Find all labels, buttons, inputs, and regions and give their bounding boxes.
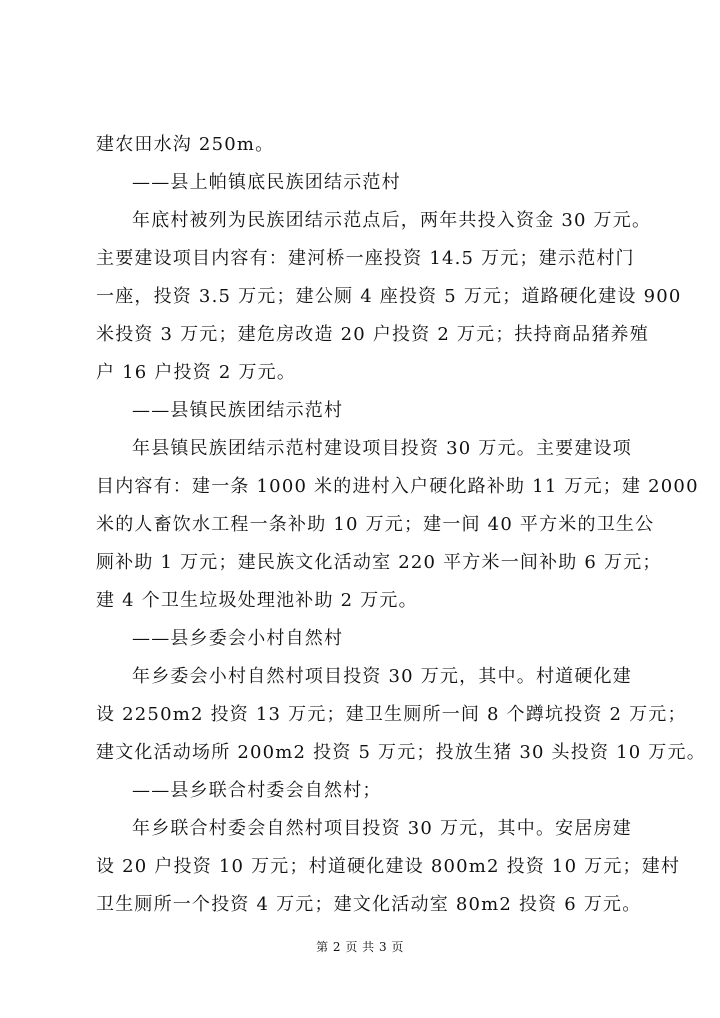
section-heading: ——县乡联合村委会自然村； <box>132 780 382 801</box>
text-line: 卫生厕所一个投资 4 万元；建文化活动室 80m2 投资 6 万元。 <box>96 894 642 915</box>
section-heading: ——县乡委会小村自然村 <box>132 628 344 649</box>
paragraph-first-line: 年底村被列为民族团结示范点后，两年共投入资金 30 万元。 <box>132 210 652 231</box>
section-heading: ——县镇民族团结示范村 <box>132 400 344 421</box>
text-line: 目内容有：建一条 1000 米的进村入户硬化路补助 11 万元；建 2000 <box>96 476 699 497</box>
text-line: 一座，投资 3.5 万元；建公厕 4 座投资 5 万元；道路硬化建设 900 <box>96 286 682 307</box>
text-line: 建农田水沟 250m。 <box>96 134 275 155</box>
paragraph-first-line: 年县镇民族团结示范村建设项目投资 30 万元。主要建设项 <box>132 438 632 459</box>
text-line: 户 16 户投资 2 万元。 <box>96 362 297 383</box>
paragraph-first-line: 年乡联合村委会自然村项目投资 30 万元，其中。安居房建 <box>132 818 632 839</box>
page-number-footer: 第 2 页 共 3 页 <box>316 940 404 954</box>
text-line: 设 2250m2 投资 13 万元；建卫生厕所一间 8 个蹲坑投资 2 万元； <box>96 704 687 725</box>
text-line: 建文化活动场所 200m2 投资 5 万元；投放生猪 30 头投资 10 万元。 <box>96 742 706 763</box>
text-line: 主要建设项目内容有：建河桥一座投资 14.5 万元；建示范村门 <box>96 248 635 269</box>
section-heading: ——县上帕镇底民族团结示范村 <box>132 172 401 193</box>
text-line: 建 4 个卫生垃圾处理池补助 2 万元。 <box>96 590 418 611</box>
text-line: 厕补助 1 万元；建民族文化活动室 220 平方米一间补助 6 万元； <box>96 552 662 573</box>
document-body <box>96 126 706 924</box>
paragraph-first-line: 年乡委会小村自然村项目投资 30 万元，其中。村道硬化建 <box>132 666 632 687</box>
text-line: 米投资 3 万元；建危房改造 20 户投资 2 万元；扶持商品猪养殖 <box>96 324 649 345</box>
text-line: 米的人畜饮水工程一条补助 10 万元；建一间 40 平方米的卫生公 <box>96 514 655 535</box>
text-line: 设 20 户投资 10 万元；村道硬化建设 800m2 投资 10 万元；建村 <box>96 856 681 877</box>
